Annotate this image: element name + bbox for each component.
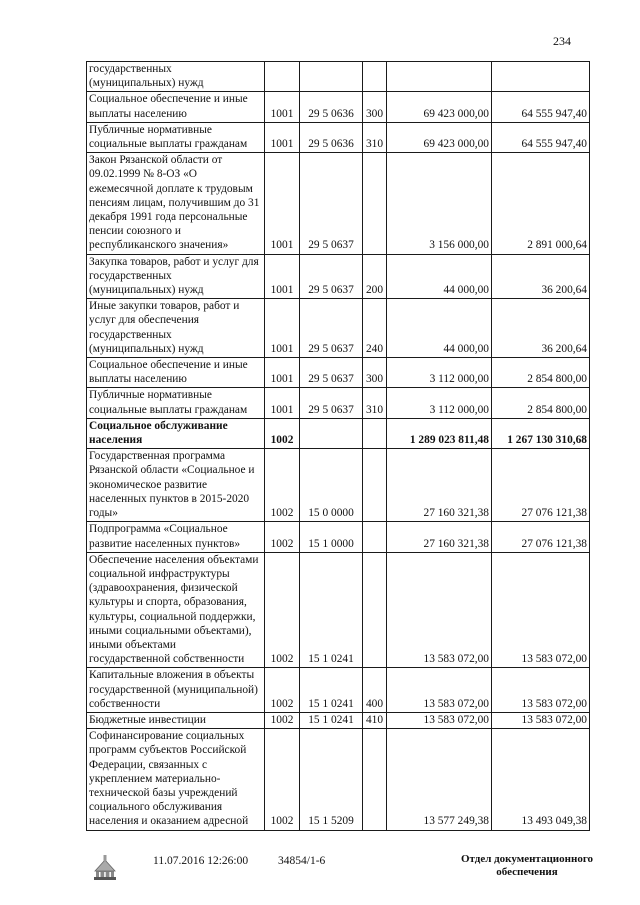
section-code: 1001 [265,122,300,152]
article-code: 29 5 0637 [300,254,363,299]
executed-amount: 13 583 072,00 [492,552,590,668]
executed-amount: 27 076 121,38 [492,522,590,552]
footer-department: Отдел документационного обеспечения [460,853,594,878]
planned-amount: 27 160 321,38 [387,449,492,522]
expense-type [363,522,387,552]
table-row [87,254,590,299]
expense-type: 400 [363,668,387,713]
section-code: 1002 [265,552,300,668]
table-row [87,299,590,358]
article-code: 29 5 0636 [300,122,363,152]
table-row [87,62,590,92]
section-code: 1002 [265,449,300,522]
section-code: 1002 [265,668,300,713]
expense-type: 410 [363,712,387,728]
table-row [87,388,590,418]
planned-amount: 27 160 321,38 [387,522,492,552]
budget-table [86,61,590,831]
article-code: 15 0 0000 [300,449,363,522]
section-code: 1001 [265,92,300,122]
article-code: 15 1 0000 [300,522,363,552]
executed-amount: 2 891 000,64 [492,153,590,254]
table-row [87,449,590,522]
executed-amount: 64 555 947,40 [492,122,590,152]
table-row [87,418,590,448]
row-name: Обеспечение населения объектами социальной инфраструктуры (здравоохранения, физической культуры и спорта, образования, культуры, социальной поддержки, иными социальными объектами), иными объектами государственной собственности [87,552,265,668]
row-name: Софинансирование социальных программ субъектов Российской Федерации, связанных с укреплением материально- технической базы учреждений социального обслуживания населения и оказанием адресной [87,729,265,830]
executed-amount: 2 854 800,00 [492,388,590,418]
table-row [87,522,590,552]
expense-type: 240 [363,299,387,358]
executed-amount: 36 200,64 [492,254,590,299]
executed-amount: 13 583 072,00 [492,712,590,728]
executed-amount: 1 267 130 310,68 [492,418,590,448]
row-name: Капитальные вложения в объекты государственной (муниципальной) собственности [87,668,265,713]
footer-doc-number: 34854/1-6 [278,855,326,867]
section-code: 1001 [265,388,300,418]
table-row [87,552,590,668]
building-emblem-icon [90,852,120,882]
row-name: Подпрограмма «Социальное развитие населенных пунктов» [87,522,265,552]
section-code: 1001 [265,299,300,358]
planned-amount [387,62,492,92]
section-code: 1001 [265,153,300,254]
section-code: 1002 [265,522,300,552]
article-code [300,418,363,448]
planned-amount: 69 423 000,00 [387,92,492,122]
planned-amount: 3 156 000,00 [387,153,492,254]
row-name: Закупка товаров, работ и услуг для государственных (муниципальных) нужд [87,254,265,299]
executed-amount: 64 555 947,40 [492,92,590,122]
expense-type [363,418,387,448]
expense-type: 310 [363,122,387,152]
article-code: 29 5 0636 [300,92,363,122]
planned-amount: 3 112 000,00 [387,358,492,388]
section-code: 1001 [265,254,300,299]
row-name: Публичные нормативные социальные выплаты гражданам [87,122,265,152]
row-name: Бюджетные инвестиции [87,712,265,728]
expense-type [363,62,387,92]
expense-type [363,552,387,668]
executed-amount: 13 583 072,00 [492,668,590,713]
expense-type [363,153,387,254]
table-row [87,92,590,122]
planned-amount: 13 583 072,00 [387,668,492,713]
planned-amount: 13 577 249,38 [387,729,492,830]
executed-amount [492,62,590,92]
table-row [87,122,590,152]
footer-date: 11.07.2016 12:26:00 [153,855,249,867]
section-code: 1001 [265,358,300,388]
section-code: 1002 [265,712,300,728]
table-row [87,358,590,388]
table-row [87,668,590,713]
row-name: Государственная программа Рязанской области «Социальное и экономическое развитие населенных пунктов в 2015-2020 годы» [87,449,265,522]
executed-amount: 36 200,64 [492,299,590,358]
expense-type [363,729,387,830]
row-name: Закон Рязанской области от 09.02.1999 № 8-ОЗ «О ежемесячной доплате к трудовым пенсиям лицам, получившим до 31 декабря 1991 года персональные пенсии союзного и республиканского значения» [87,153,265,254]
article-code: 15 1 0241 [300,712,363,728]
expense-type: 200 [363,254,387,299]
page-number: 234 [553,34,571,48]
section-code: 1002 [265,729,300,830]
table-row [87,153,590,254]
footer [0,848,640,888]
expense-type: 300 [363,358,387,388]
expense-type: 300 [363,92,387,122]
table-row [87,712,590,728]
article-code: 29 5 0637 [300,153,363,254]
section-code: 1002 [265,418,300,448]
planned-amount: 44 000,00 [387,299,492,358]
planned-amount: 13 583 072,00 [387,552,492,668]
row-name: Социальное обслуживание населения [87,418,265,448]
row-name: Иные закупки товаров, работ и услуг для обеспечения государственных (муниципальных) нужд [87,299,265,358]
row-name: государственных (муниципальных) нужд [87,62,265,92]
article-code: 29 5 0637 [300,299,363,358]
planned-amount: 3 112 000,00 [387,388,492,418]
article-code: 15 1 0241 [300,552,363,668]
planned-amount: 1 289 023 811,48 [387,418,492,448]
article-code: 15 1 0241 [300,668,363,713]
executed-amount: 27 076 121,38 [492,449,590,522]
section-code [265,62,300,92]
planned-amount: 69 423 000,00 [387,122,492,152]
expense-type [363,449,387,522]
row-name: Публичные нормативные социальные выплаты гражданам [87,388,265,418]
table-row [87,729,590,830]
planned-amount: 13 583 072,00 [387,712,492,728]
article-code: 29 5 0637 [300,388,363,418]
article-code [300,62,363,92]
article-code: 15 1 5209 [300,729,363,830]
row-name: Социальное обеспечение и иные выплаты населению [87,358,265,388]
row-name: Социальное обеспечение и иные выплаты населению [87,92,265,122]
executed-amount: 2 854 800,00 [492,358,590,388]
article-code: 29 5 0637 [300,358,363,388]
planned-amount: 44 000,00 [387,254,492,299]
executed-amount: 13 493 049,38 [492,729,590,830]
expense-type: 310 [363,388,387,418]
